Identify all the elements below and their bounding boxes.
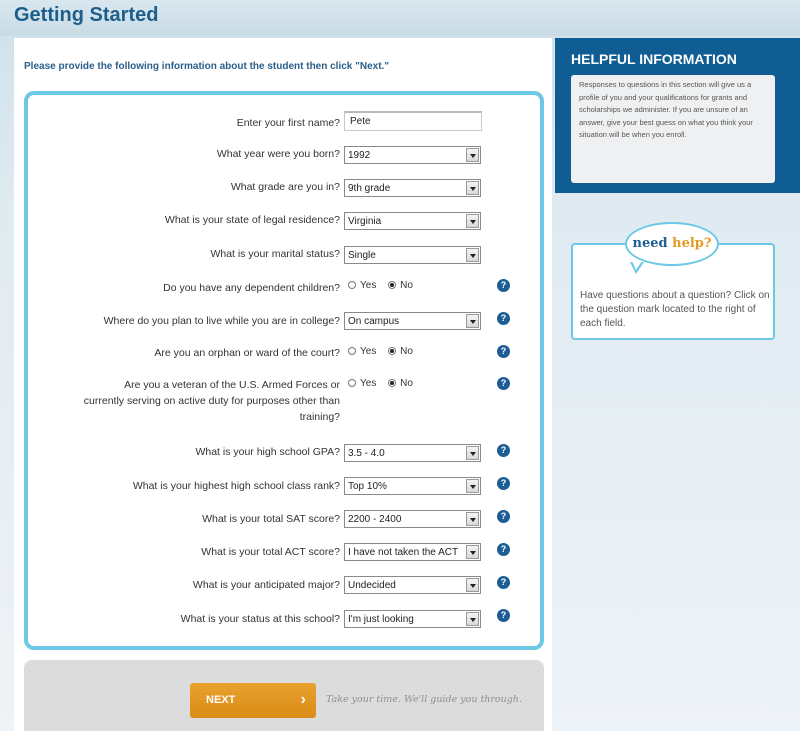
living-label: Where do you plan to live while you are in college? <box>103 315 340 327</box>
dropdown-arrow-icon <box>466 181 479 195</box>
dependents-yes-radio[interactable] <box>348 281 356 289</box>
dependents-help-icon[interactable]: ? <box>497 279 510 292</box>
grade-value: 9th grade <box>348 183 391 194</box>
major-select[interactable] <box>344 576 481 594</box>
orphan-yes-radio[interactable] <box>348 347 356 355</box>
living-help-icon[interactable]: ? <box>497 312 510 325</box>
status-select[interactable] <box>344 610 481 628</box>
grade-select[interactable] <box>344 179 481 197</box>
sat-help-icon[interactable]: ? <box>497 510 510 523</box>
sat-value: 2200 - 2400 <box>348 514 402 525</box>
dropdown-arrow-icon <box>466 512 479 526</box>
dropdown-arrow-icon <box>466 314 479 328</box>
major-label: What is your anticipated major? <box>192 579 340 591</box>
act-value: I have not taken the ACT <box>348 547 459 558</box>
next-button-label: NEXT <box>206 694 236 706</box>
first-name-input[interactable] <box>344 111 482 131</box>
helpful-info-text: Responses to questions in this section will give us a profile of you and your qualifications for grants and scholarships we administer. If you are unsure of an answer, give your best guess on what you think your situation will be when you enroll. <box>571 75 775 183</box>
dropdown-arrow-icon <box>466 248 479 262</box>
marital-value: Single <box>348 250 376 261</box>
major-help-icon[interactable]: ? <box>497 576 510 589</box>
veteran-no-radio[interactable] <box>388 379 396 387</box>
status-label: What is your status at this school? <box>180 613 340 625</box>
dropdown-arrow-icon <box>466 612 479 626</box>
rank-select[interactable] <box>344 477 481 495</box>
marital-select[interactable] <box>344 246 481 264</box>
page-title: Getting Started <box>14 4 159 26</box>
dropdown-arrow-icon <box>466 479 479 493</box>
act-select[interactable] <box>344 543 481 561</box>
gpa-help-icon[interactable]: ? <box>497 444 510 457</box>
veteran-help-icon[interactable]: ? <box>497 377 510 390</box>
dependents-radio-group: Yes No <box>348 280 422 294</box>
dependents-no-radio[interactable] <box>388 281 396 289</box>
birth-year-label: What year were you born? <box>216 148 340 160</box>
orphan-no-radio[interactable] <box>388 347 396 355</box>
act-label: What is your total ACT score? <box>201 546 340 558</box>
instructions: Please provide the following information about the student then click "Next." <box>24 61 390 72</box>
living-select[interactable] <box>344 312 481 330</box>
sat-select[interactable] <box>344 510 481 528</box>
need-help-body: Have questions about a question? Click on the question mark located to the right of each field. <box>580 290 770 329</box>
state-label: What is your state of legal residence? <box>164 214 340 226</box>
dropdown-arrow-icon <box>466 148 479 162</box>
marital-label: What is your marital status? <box>210 248 340 260</box>
need-help-bubble-icon <box>625 222 719 266</box>
gpa-select[interactable] <box>344 444 481 462</box>
dropdown-arrow-icon <box>466 214 479 228</box>
act-help-icon[interactable]: ? <box>497 543 510 556</box>
veteran-yes-radio[interactable] <box>348 379 356 387</box>
helpful-info-title: HELPFUL INFORMATION <box>571 51 737 67</box>
state-value: Virginia <box>348 216 382 227</box>
form-box <box>24 91 544 650</box>
state-select[interactable] <box>344 212 481 230</box>
need-text: need <box>632 236 668 251</box>
chevron-right-icon: › <box>300 691 306 708</box>
first-name-label: Enter your first name? <box>236 117 340 129</box>
birth-year-value: 1992 <box>348 150 371 161</box>
dropdown-arrow-icon <box>466 446 479 460</box>
tagline: Take your time. We'll guide you through. <box>326 694 522 705</box>
orphan-radio-group: Yes No <box>348 346 422 360</box>
rank-label: What is your highest high school class rank? <box>132 480 340 492</box>
status-value: I'm just looking <box>348 614 414 625</box>
rank-help-icon[interactable]: ? <box>497 477 510 490</box>
status-help-icon[interactable]: ? <box>497 609 510 622</box>
help-text: help? <box>672 236 712 251</box>
dropdown-arrow-icon <box>466 545 479 559</box>
birth-year-select[interactable] <box>344 146 481 164</box>
dropdown-arrow-icon <box>466 578 479 592</box>
major-value: Undecided <box>348 580 396 591</box>
veteran-radio-group: Yes No <box>348 378 422 392</box>
speech-bubble-tail-inner <box>632 261 642 270</box>
gpa-label: What is your high school GPA? <box>195 446 340 458</box>
orphan-help-icon[interactable]: ? <box>497 345 510 358</box>
veteran-label: Are you a veteran of the U.S. Armed Forces or currently serving on active duty for purposes other than training? <box>83 379 340 423</box>
gpa-value: 3.5 - 4.0 <box>348 448 385 459</box>
next-button[interactable] <box>190 683 316 718</box>
grade-label: What grade are you in? <box>230 181 340 193</box>
dependents-label: Do you have any dependent children? <box>163 282 340 294</box>
living-value: On campus <box>348 316 400 327</box>
orphan-label: Are you an orphan or ward of the court? <box>154 347 340 359</box>
sat-label: What is your total SAT score? <box>202 513 340 525</box>
rank-value: Top 10% <box>348 481 387 492</box>
